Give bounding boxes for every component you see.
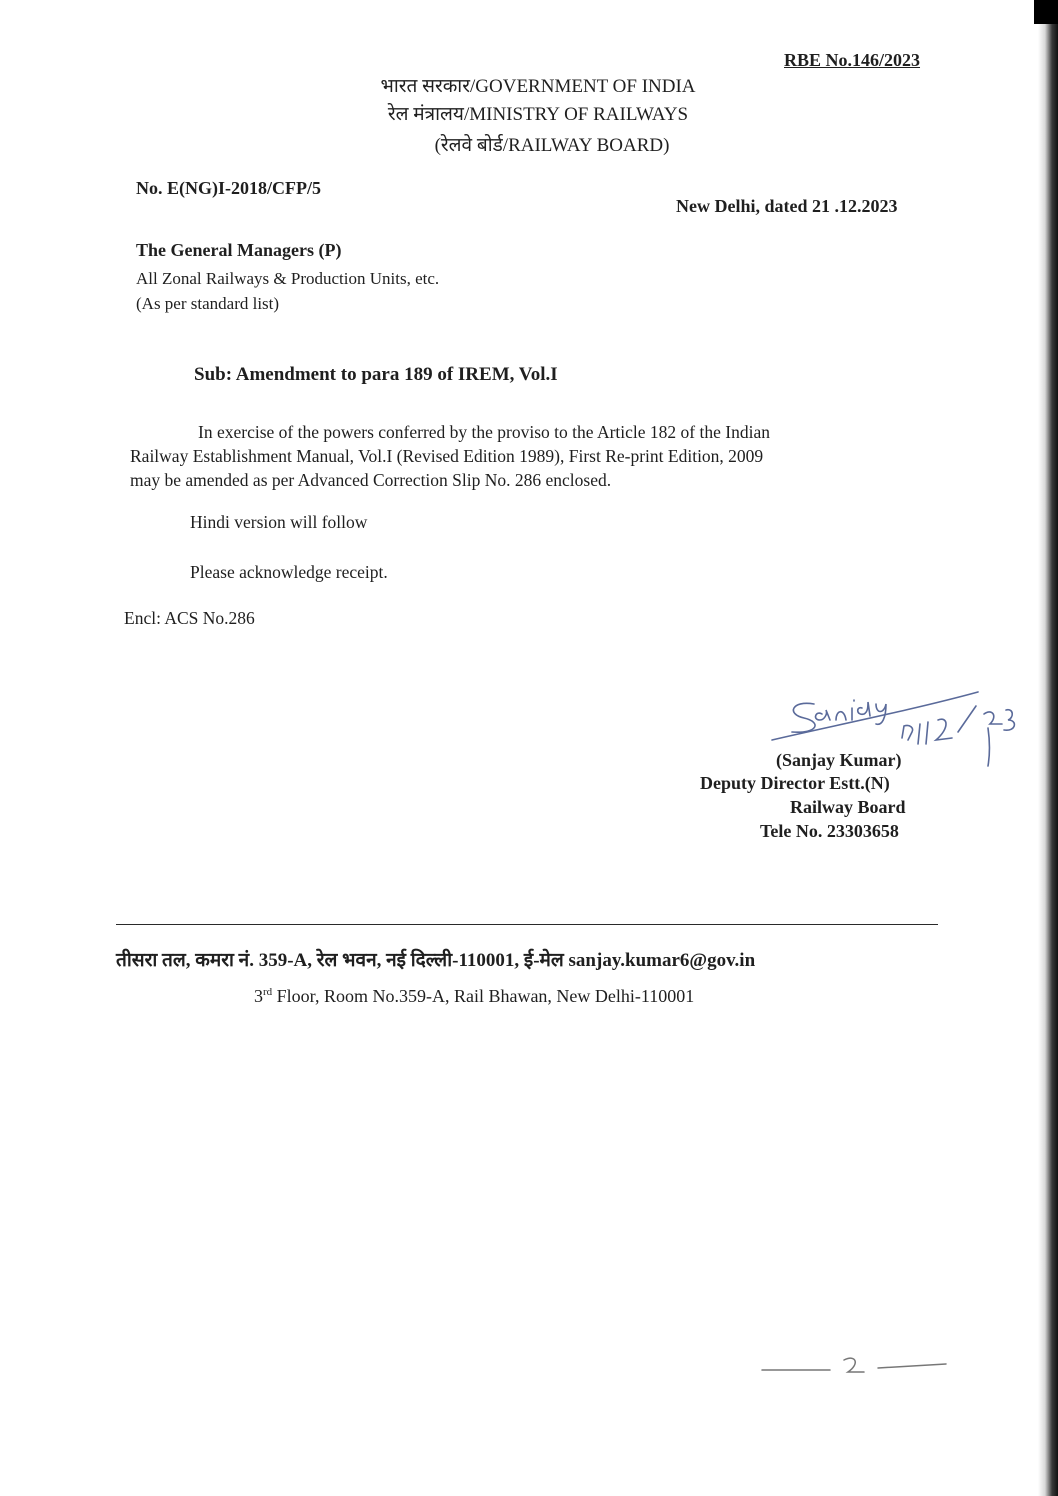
floor-suffix: rd	[263, 986, 273, 998]
enclosure: Encl: ACS No.286	[124, 608, 255, 628]
footer-address-rest: Floor, Room No.359-A, Rail Bhawan, New Delhi-110001	[272, 986, 695, 1006]
subject-line: Sub: Amendment to para 189 of IREM, Vol.I	[194, 364, 558, 385]
ministry-heading: रेल मंत्रालय/MINISTRY OF RAILWAYS	[387, 104, 689, 125]
addressee-line: All Zonal Railways & Production Units, etc.	[136, 269, 440, 288]
file-number: No. E(NG)I-2018/CFP/5	[136, 178, 321, 198]
next-page-marker	[760, 1350, 950, 1380]
board-heading: (रेलवे बोर्ड/RAILWAY BOARD)	[434, 135, 670, 156]
body-paragraph	[130, 420, 940, 492]
body-line: may be amended as per Advanced Correction Slip No. 286 enclosed.	[130, 470, 612, 490]
body-line: In exercise of the powers conferred by the proviso to the Article 182 of the Indian	[198, 422, 770, 442]
addressee-title: The General Managers (P)	[136, 240, 342, 260]
scan-edge-shadow	[1038, 0, 1058, 1496]
signatory-office: Railway Board	[790, 797, 906, 817]
scan-corner-mark	[1034, 0, 1058, 24]
signatory-name: (Sanjay Kumar)	[776, 750, 902, 770]
floor-number: 3	[254, 986, 263, 1006]
footer-address-hindi: तीसरा तल, कमरा नं. 359-A, रेल भवन, नई दिल्ली-110001, ई-मेल sanjay.kumar6@gov.in	[116, 950, 756, 971]
letter-date: New Delhi, dated 21 .12.2023	[676, 196, 898, 216]
rbe-number: RBE No.146/2023	[784, 50, 921, 70]
acknowledge-note: Please acknowledge receipt.	[190, 562, 388, 582]
footer-divider	[116, 924, 938, 925]
govt-heading: भारत सरकार/GOVERNMENT OF INDIA	[380, 76, 696, 97]
body-line: Railway Establishment Manual, Vol.I (Revised Edition 1989), First Re-print Edition, 2009	[130, 446, 764, 466]
addressee-line: (As per standard list)	[136, 294, 280, 313]
footer-address-english	[254, 986, 694, 1007]
signatory-designation: Deputy Director Estt.(N)	[700, 773, 890, 793]
hindi-version-note: Hindi version will follow	[190, 512, 368, 532]
signatory-telephone: Tele No. 23303658	[760, 821, 899, 841]
